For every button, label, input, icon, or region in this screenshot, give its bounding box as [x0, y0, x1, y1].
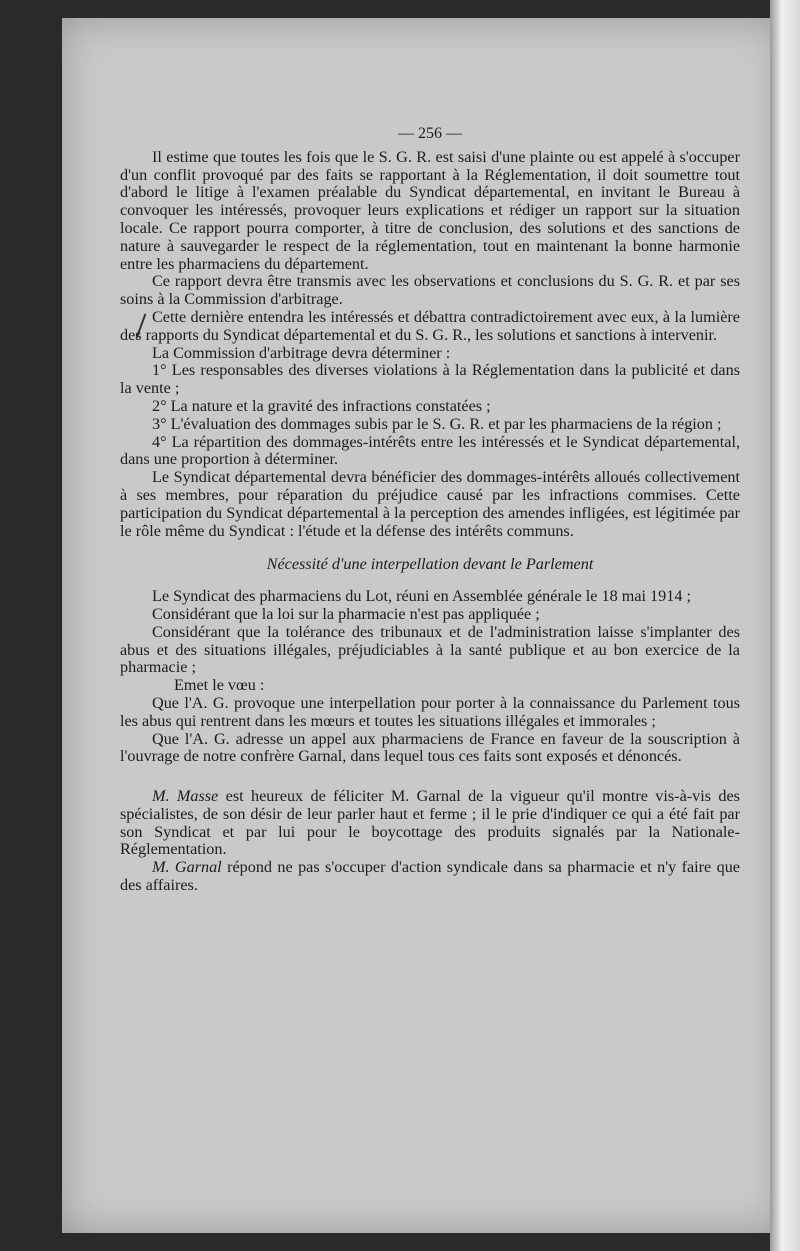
- paragraph: Il estime que toutes les fois que le S. G. R. est saisi d'une plainte ou est appelé à s'occuper d'un conflit provoqué par des faits se rapportant à la Réglementation, il doit soumettre tout d'abord le litige à l'examen préalable du Syndicat départemental, en invitant le Bureau à convoquer les intéressés, provoquer leurs explications et rédiger un rapport sur la situation locale. Ce rapport pourra comporter, à titre de conclusion, des solutions et des sanctions de nature à sauvegarder le respect de la réglementation, tout en maintenant la bonne harmonie entre les pharmaciens du département.: [120, 147, 740, 273]
- section-heading: Nécessité d'une interpellation devant le Parlement: [266, 555, 594, 574]
- paragraph: Emet le vœu :: [174, 676, 265, 695]
- paragraph: La Commission d'arbitrage devra déterminer :: [152, 343, 451, 362]
- list-item: 2° La nature et la gravité des infractions constatées ;: [152, 396, 491, 415]
- paragraph: Cette dernière entendra les intéressés et débattra contradictoirement avec eux, à la lumière des rapports du Syndicat départemental et du S. G. R., les solutions et sanctions à intervenir.: [120, 307, 740, 344]
- book-spine: [770, 0, 800, 1251]
- paragraph: Ce rapport devra être transmis avec les observations et conclusions du S. G. R. et par ses soins à la Commission d'arbitrage.: [120, 272, 740, 309]
- page-number: — 256 —: [398, 125, 462, 142]
- paragraph: Considérant que la tolérance des tribunaux et de l'administration laisse s'implanter des abus et des situations illégales, préjudiciables à la santé publique et au bon exercice de la pharmacie ;: [120, 622, 740, 677]
- list-item: 1° Les responsables des diverses violations à la Réglementation dans la publicité et dans la vente ;: [120, 361, 740, 398]
- speech-text: est heureux de féliciter M. Garnal de la vigueur qu'il montre vis-à-vis des spécialistes, de son désir de leur parler haut et ferme ; il le prie d'indiquer ce qui a été fait par son Syndicat et par lui pour le boycottage des produits signalés par la Nationale-Réglementation.: [120, 787, 740, 859]
- paragraph: Que l'A. G. provoque une interpellation pour porter à la connaissance du Parlement tous les abus qui rentrent dans les mœurs et toutes les situations illégales et immorales ;: [120, 693, 740, 730]
- paragraph: Que l'A. G. adresse un appel aux pharmaciens de France en faveur de la souscription à l'ouvrage de notre confrère Garnal, dans lequel tous ces faits sont exposés et dénoncés.: [120, 729, 740, 766]
- paragraph: Le Syndicat départemental devra bénéficier des dommages-intérêts alloués collectivement à ses membres, pour réparation du préjudice causé par les infractions commises. Cette participation du Syndicat départemental à la perception des amendes infligées, est légitimée par le rôle même du Syndicat : l'étude et la défense des intérêts communs.: [120, 468, 740, 540]
- paragraph-garnal: [120, 859, 740, 895]
- list-item: 3° L'évaluation des dommages subis par le S. G. R. et par les pharmaciens de la région ;: [152, 414, 722, 433]
- speech-text: répond ne pas s'occuper d'action syndicale dans sa pharmacie et n'y faire que des affaires.: [120, 858, 740, 895]
- speaker-name: M. Garnal: [152, 858, 222, 877]
- page-text: [120, 125, 740, 895]
- paragraph: Le Syndicat des pharmaciens du Lot, réuni en Assemblée générale le 18 mai 1914 ;: [152, 587, 691, 606]
- paragraph: Considérant que la loi sur la pharmacie n'est pas appliquée ;: [152, 604, 540, 623]
- speaker-name: M. Masse: [152, 787, 219, 806]
- paragraph-masse: [120, 788, 740, 859]
- list-item: 4° La répartition des dommages-intérêts entre les intéressés et le Syndicat départemental, dans une proportion à déterminer.: [120, 432, 740, 469]
